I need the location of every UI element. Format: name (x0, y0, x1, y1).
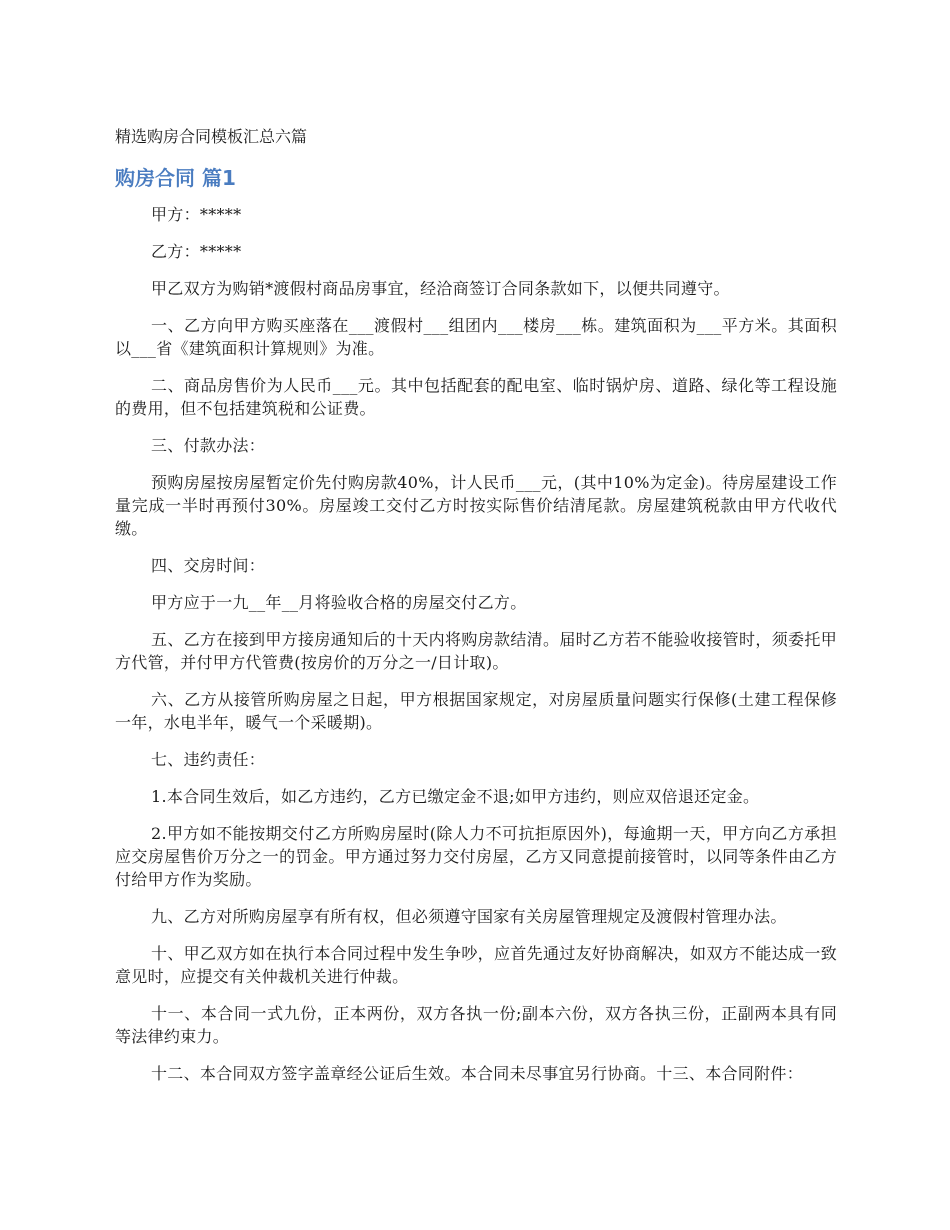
paragraph: 甲乙双方为购销*渡假村商品房事宜，经洽商签订合同条款如下，以便共同遵守。 (151, 279, 730, 298)
paragraph: 九、乙方对所购房屋享有所有权，但必须遵守国家有关房屋管理规定及渡假村管理办法。 (151, 907, 787, 926)
paragraph: 十一、本合同一式九份，正本两份，双方各执一份;副本六份，双方各执三份，正副两本具有同等法律约束力。 (115, 1004, 837, 1046)
paragraph: 甲方应于一九__年__月将验收合格的房屋交付乙方。 (151, 593, 527, 612)
paragraph: 六、乙方从接管所购房屋之日起，甲方根据国家规定，对房屋质量问题实行保修(土建工程保修一年，水电半年，暖气一个采暖期)。 (115, 690, 837, 732)
document-title: 精选购房合同模板汇总六篇 (115, 127, 308, 146)
paragraph: 1.本合同生效后，如乙方违约，乙方已缴定金不退;如甲方违约，则应双倍退还定金。 (151, 787, 760, 806)
paragraph: 五、乙方在接到甲方接房通知后的十天内将购房款结清。届时乙方若不能验收接管时，须委托甲方代管，并付甲方代管费(按房价的万分之一/日计取)。 (115, 630, 837, 672)
paragraph: 十、甲乙双方如在执行本合同过程中发生争吵，应首先通过友好协商解决，如双方不能达成一致意见时，应提交有关仲裁机关进行仲裁。 (115, 944, 837, 986)
paragraph: 乙方：***** (151, 242, 242, 261)
paragraph: 四、交房时间： (151, 556, 266, 575)
paragraph: 预购房屋按房屋暂定价先付购房款40%，计人民币___元，(其中10%为定金)。待房屋建设工作量完成一半时再预付30%。房屋竣工交付乙方时按实际售价结清尾款。房屋建筑税款由甲方代收代缴。 (115, 473, 837, 538)
paragraph: 三、付款办法： (151, 436, 266, 455)
document-body (115, 203, 837, 1099)
paragraph: 二、商品房售价为人民币___元。其中包括配套的配电室、临时锅炉房、道路、绿化等工程设施的费用，但不包括建筑税和公证费。 (115, 376, 837, 418)
paragraph: 十二、本合同双方签字盖章经公证后生效。本合同未尽事宜另行协商。十三、本合同附件： (151, 1064, 804, 1083)
paragraph: 甲方：***** (151, 205, 242, 224)
section-heading: 购房合同 篇1 (115, 166, 236, 190)
paragraph: 七、违约责任： (151, 750, 266, 769)
paragraph: 2.甲方如不能按期交付乙方所购房屋时(除人力不可抗拒原因外)，每逾期一天，甲方向乙方承担应交房屋售价万分之一的罚金。甲方通过努力交付房屋，乙方又同意提前接管时，以同等条件由乙方付给甲方作为奖励。 (115, 824, 837, 889)
paragraph: 一、乙方向甲方购买座落在___渡假村___组团内___楼房___栋。建筑面积为___平方米。其面积以___省《建筑面积计算规则》为准。 (115, 316, 837, 358)
